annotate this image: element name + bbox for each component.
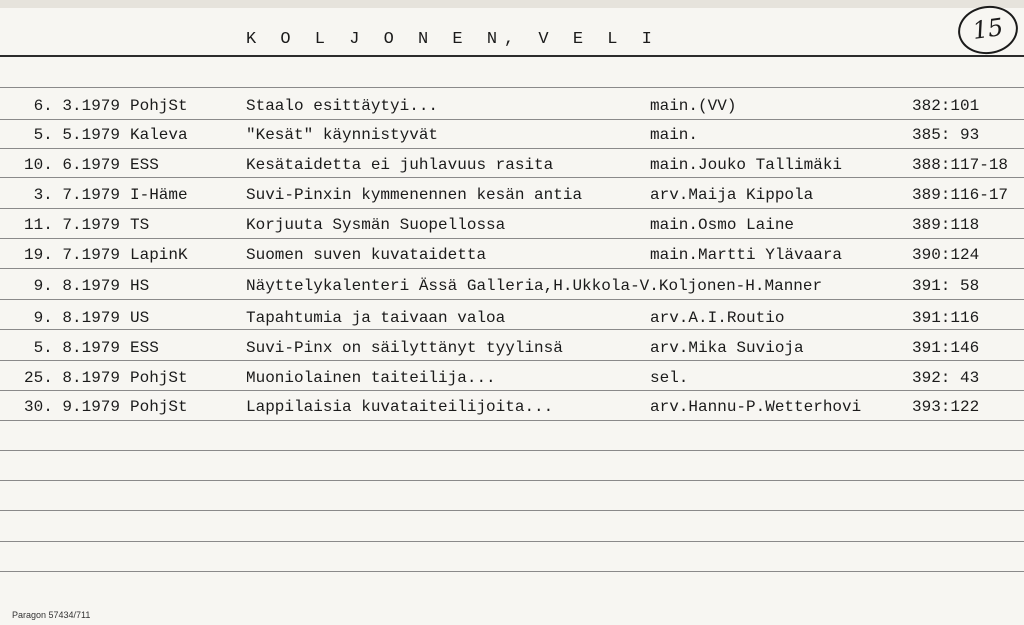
ruled-line	[0, 148, 1024, 149]
entry-reference: 393:122	[912, 398, 980, 416]
card-footer: Paragon 57434/711	[12, 610, 91, 620]
entry-row	[0, 392, 1024, 420]
entry-date: 5. 5.1979	[33, 126, 120, 144]
entry-source: LapinK	[130, 246, 188, 264]
ruled-line	[0, 450, 1024, 451]
entry-title: Kesätaidetta ei juhlavuus rasita	[246, 156, 554, 174]
entry-source: ESS	[130, 339, 159, 357]
entry-date: 10. 6.1979	[23, 156, 120, 174]
entry-reference: 389:118	[912, 216, 980, 234]
card-number-circle	[955, 2, 1021, 58]
entry-date: 6. 3.1979	[33, 97, 120, 115]
entry-source: PohjSt	[130, 398, 188, 416]
entry-author: main.Martti Ylävaara	[650, 246, 843, 264]
entry-title: Suvi-Pinxin kymmenennen kesän antia	[246, 186, 583, 204]
entry-row	[0, 210, 1024, 238]
entry-title: Lappilaisia kuvataiteilijoita...	[246, 398, 554, 416]
entry-title: Korjuuta Sysmän Suopellossa	[246, 216, 506, 234]
entry-source: PohjSt	[130, 97, 188, 115]
entry-row	[0, 91, 1024, 119]
entry-reference: 382:101	[912, 97, 980, 115]
card-top-edge	[0, 0, 1024, 8]
entry-row	[0, 303, 1024, 331]
entry-reference: 391:116	[912, 309, 980, 327]
ruled-line	[0, 299, 1024, 300]
entry-author: arv.A.I.Routio	[650, 309, 785, 327]
entry-title: Suvi-Pinx on säilyttänyt tyylinsä	[246, 339, 563, 357]
entry-reference: 391: 58	[912, 277, 980, 295]
entry-source: PohjSt	[130, 369, 188, 387]
ruled-line	[0, 541, 1024, 542]
entry-title: "Kesät" käynnistyvät	[246, 126, 439, 144]
entry-author: arv.Maija Kippola	[650, 186, 814, 204]
card-title: K O L J O N E N, V E L I	[246, 30, 659, 49]
entry-date: 25. 8.1979	[23, 369, 120, 387]
entry-row	[0, 240, 1024, 268]
entry-reference: 390:124	[912, 246, 980, 264]
entry-author: arv.Hannu-P.Wetterhovi	[650, 398, 862, 416]
entry-row	[0, 333, 1024, 361]
entry-reference: 388:117-18	[912, 156, 1009, 174]
ruled-line	[0, 480, 1024, 481]
entry-title: Suomen suven kuvataidetta	[246, 246, 487, 264]
entry-source: US	[130, 309, 150, 327]
entry-row	[0, 180, 1024, 208]
header-rule	[0, 55, 1024, 57]
entry-source: HS	[130, 277, 150, 295]
entry-title: Muoniolainen taiteilija...	[246, 369, 496, 387]
entry-date: 30. 9.1979	[23, 398, 120, 416]
entry-title: Näyttelykalenteri Ässä Galleria,H.Ukkola-V.Koljonen-H.Manner	[246, 277, 823, 295]
entry-reference: 385: 93	[912, 126, 980, 144]
entry-source: ESS	[130, 156, 159, 174]
ruled-line	[0, 87, 1024, 88]
card-number: 15	[970, 13, 1005, 46]
ruled-line	[0, 238, 1024, 239]
entry-source: Kaleva	[130, 126, 188, 144]
entry-date: 3. 7.1979	[33, 186, 120, 204]
entry-author: main.Jouko Tallimäki	[650, 156, 843, 174]
entry-date: 9. 8.1979	[33, 277, 120, 295]
entry-date: 11. 7.1979	[23, 216, 120, 234]
entry-author: main.	[650, 126, 699, 144]
entry-author: arv.Mika Suvioja	[650, 339, 804, 357]
entry-date: 5. 8.1979	[33, 339, 120, 357]
entry-row	[0, 120, 1024, 148]
entry-author: main.(VV)	[650, 97, 737, 115]
ruled-line	[0, 208, 1024, 209]
entry-row	[0, 150, 1024, 178]
ruled-line	[0, 571, 1024, 572]
entry-reference: 392: 43	[912, 369, 980, 387]
entry-source: I-Häme	[130, 186, 188, 204]
entry-title: Tapahtumia ja taivaan valoa	[246, 309, 506, 327]
entry-row	[0, 363, 1024, 391]
entry-author: sel.	[650, 369, 689, 387]
ruled-line	[0, 268, 1024, 269]
entry-date: 9. 8.1979	[33, 309, 120, 327]
entry-date: 19. 7.1979	[23, 246, 120, 264]
entry-title: Staalo esittäytyi...	[246, 97, 439, 115]
entry-row	[0, 271, 1024, 299]
ruled-line	[0, 510, 1024, 511]
entry-reference: 389:116-17	[912, 186, 1009, 204]
entry-source: TS	[130, 216, 150, 234]
entry-author: main.Osmo Laine	[650, 216, 795, 234]
entry-reference: 391:146	[912, 339, 980, 357]
ruled-line	[0, 420, 1024, 421]
